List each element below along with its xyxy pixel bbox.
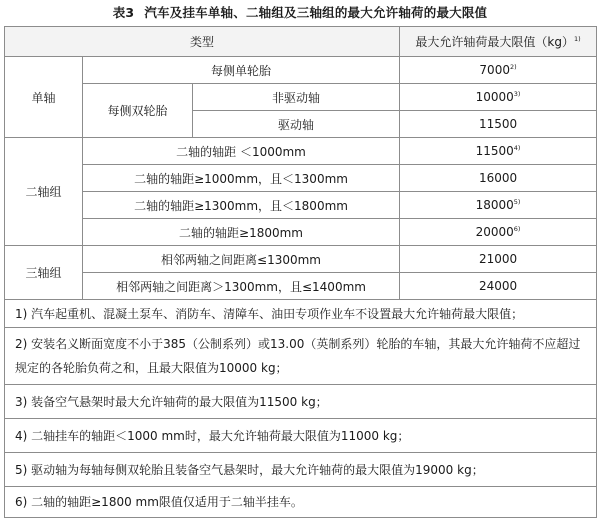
header-row [5,27,597,57]
three-axle-label: 相邻两轴之间距离＞1300mm，且≤1400mm [83,273,400,300]
two-axle-label: 二轴的轴距≥1000mm，且＜1300mm [83,165,400,192]
single-tire-value: 7000$^{2)}$ [400,57,597,84]
note-row [5,300,597,328]
two-axle-group: 二轴组 [5,138,83,246]
table-number: 表3 [112,5,135,20]
footnote-3: 3) 装备空气悬架时最大允许轴荷的最大限值为11500 kg； [5,385,597,419]
two-axle-value: 11500$^{4)}$ [400,138,597,165]
note-row [5,487,597,518]
single-tire-label: 每侧单轮胎 [83,57,400,84]
note-row [5,328,597,385]
two-axle-value: 16000 [400,165,597,192]
table-title [4,0,596,26]
three-axle-label: 相邻两轴之间距离≤1300mm [83,246,400,273]
non-drive-label: 非驱动轴 [193,84,400,111]
non-drive-value: 10000$^{3)}$ [400,84,597,111]
footnote-1: 1) 汽车起重机、混凝土泵车、消防车、清障车、油田专项作业车不设置最大允许轴荷最大限值； [5,300,597,328]
two-axle-label: 二轴的轴距≥1800mm [83,219,400,246]
two-axle-value: 20000$^{6)}$ [400,219,597,246]
table-row [5,192,597,219]
three-axle-value: 24000 [400,273,597,300]
single-axle-group: 单轴 [5,57,83,138]
table-row [5,57,597,84]
table-caption: 汽车及挂车单轴、二轴组及三轴组的最大允许轴荷的最大限值 [144,5,488,20]
three-axle-group: 三轴组 [5,246,83,300]
footnote-2: 2) 安装名义断面宽度不小于385（公制系列）或13.00（英制系列）轮胎的车轴，其最大允许轴荷不应超过规定的各轮胎负荷之和，且最大限值为10000 kg； [5,328,597,385]
footnote-5: 5) 驱动轴为每轴每侧双轮胎且装备空气悬架时，最大允许轴荷的最大限值为19000 kg； [5,453,597,487]
table-row [5,273,597,300]
two-axle-value: 18000$^{5)}$ [400,192,597,219]
footnote-4: 4) 二轴挂车的轴距＜1000 mm时，最大允许轴荷最大限值为11000 kg； [5,419,597,453]
axle-load-table [4,26,597,518]
table-row [5,165,597,192]
table-row [5,84,597,111]
two-axle-label: 二轴的轴距≥1300mm，且＜1800mm [83,192,400,219]
three-axle-value: 21000 [400,246,597,273]
note-row [5,419,597,453]
note-row [5,385,597,419]
max-load-header: 最大允许轴荷最大限值（kg）$^{1)}$ [400,27,597,57]
table-row [5,246,597,273]
footnote-6: 6) 二轴的轴距≥1800 mm限值仅适用于二轴半挂车。 [5,487,597,518]
dual-tire-label: 每侧双轮胎 [83,84,193,138]
drive-value: 11500 [400,111,597,138]
type-header: 类型 [5,27,400,57]
table-row [5,138,597,165]
two-axle-label: 二轴的轴距 ＜1000mm [83,138,400,165]
note-row [5,453,597,487]
table-row [5,219,597,246]
drive-label: 驱动轴 [193,111,400,138]
